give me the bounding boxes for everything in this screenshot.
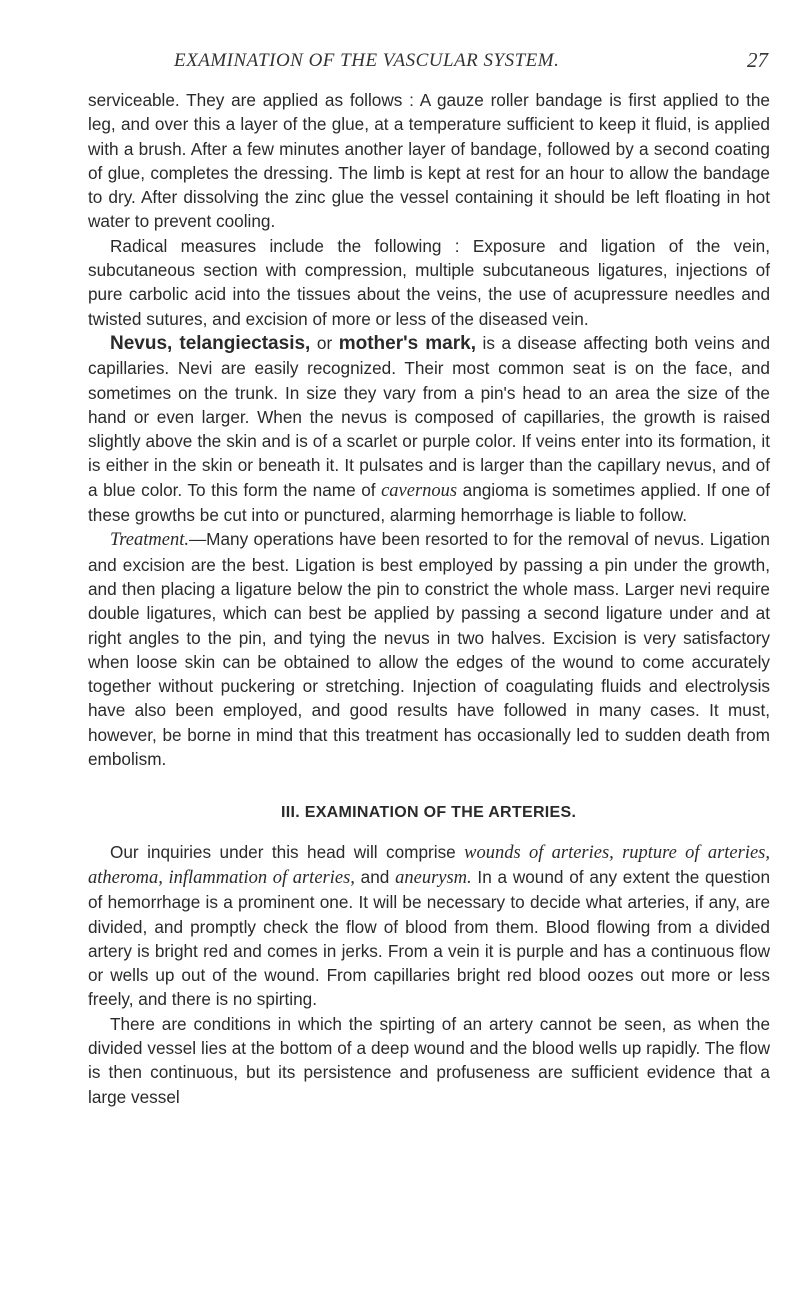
section-heading-arteries: III. EXAMINATION OF THE ARTERIES. <box>281 804 577 822</box>
paragraph-arteries-inquiries <box>88 840 770 1012</box>
italic-artery-conditions: wounds of arteries, rupture of arteries, atheroma, inflammation of arteries, <box>88 842 771 888</box>
running-head <box>90 44 768 74</box>
term-nevus: Nevus, telangiectasis, <box>110 332 311 354</box>
text-nevus-description: is a disease affecting both veins and capillaries. Nevi are easily recognized. Their most common seat is on the face, and sometimes on the trunk. In size they vary from a pin's head to an area the size of the hand or even larger. When the nevus is composed of capillaries, the growth is raised slightly above the skin and is of a scarlet or purple color. If veins enter into its formation, it is either in the skin or beneath it. It pulsates and is larger than the capillary nevus, and of a blue color. To this form the name of <box>88 332 770 500</box>
page-number: 27 <box>747 48 768 72</box>
italic-treatment: Treatment. <box>110 530 189 551</box>
text-inquiries-intro: Our inquiries under this head will comprise <box>110 841 465 862</box>
paragraph-radical-measures: Radical measures include the following : Exposure and ligation of the vein, subcutaneous section with compression, multiple subcutaneous ligatures, injections of pure carbolic acid into the tissues about the veins, the use of acupressure needles and twisted sutures, and excision of more or less of the diseased vein. <box>88 235 770 329</box>
paragraph-nevus <box>88 331 770 527</box>
text-nevus-hemorrhage: angioma is sometimes applied. If one of these growths be cut into or punctured, alarming hemorrhage is liable to follow. <box>88 479 770 526</box>
text-connector: or <box>310 332 339 353</box>
term-mothers-mark: mother's mark, <box>338 332 476 354</box>
text-hemorrhage-details: In a wound of any extent the question of hemorrhage is a prominent one. It will be necessary to decide what arteries, if any, are divided, and promptly check the flow of blood from them. Blood flowing from a divided artery is bright red and comes in jerks. From a vein it is purple and has a continuous flow or wells up out of the wound. From capillaries bright red blood oozes out more or less freely, and there is no spirting. <box>88 866 771 1010</box>
running-title: EXAMINATION OF THE VASCULAR SYSTEM. <box>174 50 560 71</box>
body-text <box>88 88 770 1109</box>
paragraph-bandage-application: serviceable. They are applied as follows : A gauze roller bandage is first applied to the leg, and over this a layer of the glue, at a temperature sufficient to keep it fluid, is applied with a brush. After a few minutes another layer of bandage, followed by a second coating of glue, completes the dressing. The limb is kept at rest for an hour to allow the bandage to dry. After dissolving the zinc glue the vessel containing it should be left floating in hot water to prevent cooling. <box>88 90 770 232</box>
italic-aneurysm: aneurysm. <box>395 867 472 888</box>
paragraph-treatment <box>88 527 770 771</box>
text-treatment: —Many operations have been resorted to for the removal of nevus. Ligation and excision are the best. Ligation is best employed by passing a pin under the growth, and then placing a ligature below the pin to constrict the whole mass. Larger nevi require double ligatures, which can best be applied by passing a second ligature under and at right angles to the pin, and tying the nevus in two halves. Excision is very satisfactory when loose skin can be obtained to allow the edges of the wound to come accurately together without puckering or stretching. Injection of coagulating fluids and electrolysis have also been employed, and good results have followed in many cases. It must, however, be borne in mind that this treatment has occasionally led to sudden death from embolism. <box>88 529 770 770</box>
italic-cavernous: cavernous <box>381 480 458 501</box>
paragraph-spirting-conditions: There are conditions in which the spirting of an artery cannot be seen, as when the divided vessel lies at the bottom of a deep wound and the blood wells up rapidly. The flow is then continuous, but its persistence and profuseness are sufficient evidence that a large vessel <box>88 1013 770 1107</box>
text-and: and <box>354 866 396 887</box>
